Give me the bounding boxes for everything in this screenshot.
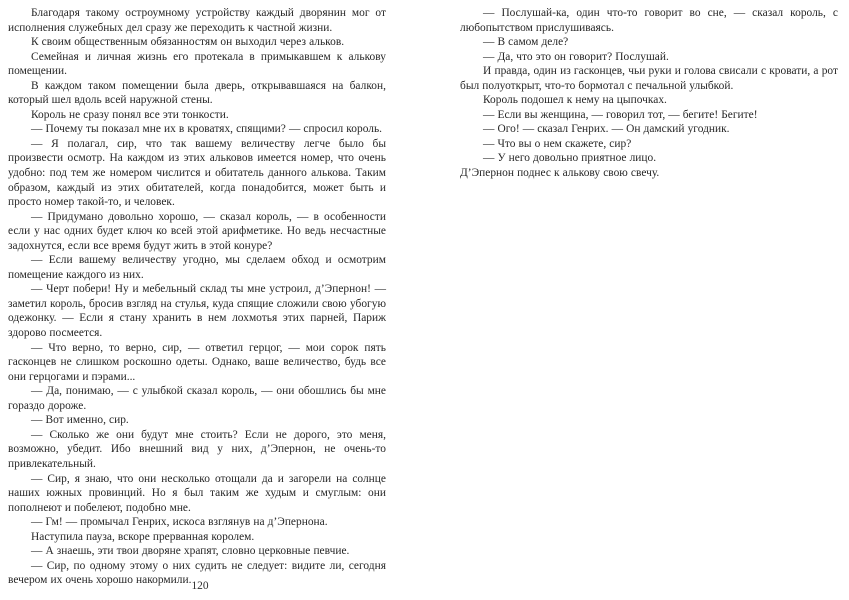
paragraph: — Придумано довольно хорошо, — сказал король, — в особенности если у нас одних будет ключ ко всей этой арифметике. Но ведь несчастные задохнутся, если все время будут жить в этой конуре? — [8, 210, 386, 252]
paragraph: — У него довольно приятное лицо. — [483, 152, 657, 165]
paragraph: — Почему ты показал мне их в кроватях, спящими? — спросил король. — [31, 123, 383, 136]
paragraph: — Да, что это он говорит? Послушай. — [483, 50, 669, 63]
right-page — [425, 0, 849, 600]
paragraph: Король не сразу понял все эти тонкости. — [31, 108, 229, 121]
paragraph: — Я полагал, сир, что так вашему величеству легче было бы произвести осмотр. На каждом из этих альковов имеется номер, что очень удобно: под тем же номером числится и обитатель данного алькова. Таким образом, каждый из этих обитателей, когда понадобится, может быть и просто номер такой-то, и человек. — [8, 137, 386, 209]
paragraph: — Гм! — промычал Генрих, искоса взглянув на д’Эпернона. — [31, 516, 328, 529]
paragraph: — Что верно, то верно, сир, — ответил герцог, — мои сорок пять гасконцев не слишком роскошно одеты. Однако, ваше величество, будь все они герцогами и пэрами... — [8, 341, 386, 383]
paragraph: Благодаря такому остроумному устройству каждый дворянин мог от исполнения служебных дел сразу же переходить к частной жизни. — [8, 7, 386, 34]
paragraph: — Черт побери! Ну и мебельный склад ты мне устроил, д’Эпернон! — заметил король, бросив взгляд на стулья, куда спящие сложили свою убогую одежонку. — Если я стану хранить в нем лохмотья этих парней, Париж здорово посмеется. — [8, 283, 386, 340]
paragraph: Наступила пауза, вскоре прерванная королем. — [31, 530, 255, 543]
paragraph: — Сир, я знаю, что они несколько отощали да и загорели на солнце наших южных провинций. Но я был таким же худым и смуглым: они пополнеют и побелеют, подобно мне. — [8, 472, 386, 514]
paragraph: — Вот именно, сир. — [31, 414, 129, 427]
paragraph: В каждом таком помещении была дверь, открывавшаяся на балкон, который шел вдоль всей наружной стены. — [8, 79, 386, 107]
page-number: 120 — [191, 580, 209, 592]
paragraph: — Послушай-ка, один что-то говорит во сне, — сказал король, с любопытством прислушиваясь. — [460, 7, 838, 34]
paragraph: — Если вы женщина, — говорил тот, — бегите! Бегите! — [483, 108, 758, 121]
left-page-textblock — [8, 6, 386, 588]
paragraph: И правда, один из гасконцев, чьи руки и голова свисали с кровати, а рот был полуоткрыт, что-то бормотал с печальной улыбкой. — [460, 65, 838, 92]
paragraph: Семейная и личная жизнь его протекала в примыкавшем к алькову помещении. — [8, 50, 386, 78]
paragraph: — А знаешь, эти твои дворяне храпят, словно церковные певчие. — [31, 545, 350, 558]
paragraph: — Да, понимаю, — с улыбкой сказал король, — они обошлись бы мне гораздо дороже. — [8, 385, 386, 412]
paragraph: — Ого! — сказал Генрих. — Он дамский угодник. — [483, 123, 730, 136]
paragraph: — В самом деле? — [483, 36, 569, 49]
paragraph: — Сир, по одному этому о них судить не следует: видите ли, сегодня вечером их очень хорошо накормили. — [8, 559, 386, 587]
paragraph: К своим общественным обязанностям он выходил через альков. — [31, 36, 345, 49]
paragraph: Король подошел к нему на цыпочках. — [483, 94, 667, 107]
paragraph: Д’Эпернон поднес к алькову свою свечу. — [460, 167, 660, 180]
right-page-textblock — [460, 6, 838, 181]
paragraph: — Если вашему величеству угодно, мы сделаем обход и осмотрим помещение каждого из них. — [8, 254, 386, 281]
paragraph: — Сколько же они будут мне стоить? Если не дорого, это меня, возможно, убедит. Ибо внешний вид у них, д’Эпернон, не очень-то привлекательный. — [8, 428, 386, 470]
paragraph: — Что вы о нем скажете, сир? — [483, 137, 632, 150]
